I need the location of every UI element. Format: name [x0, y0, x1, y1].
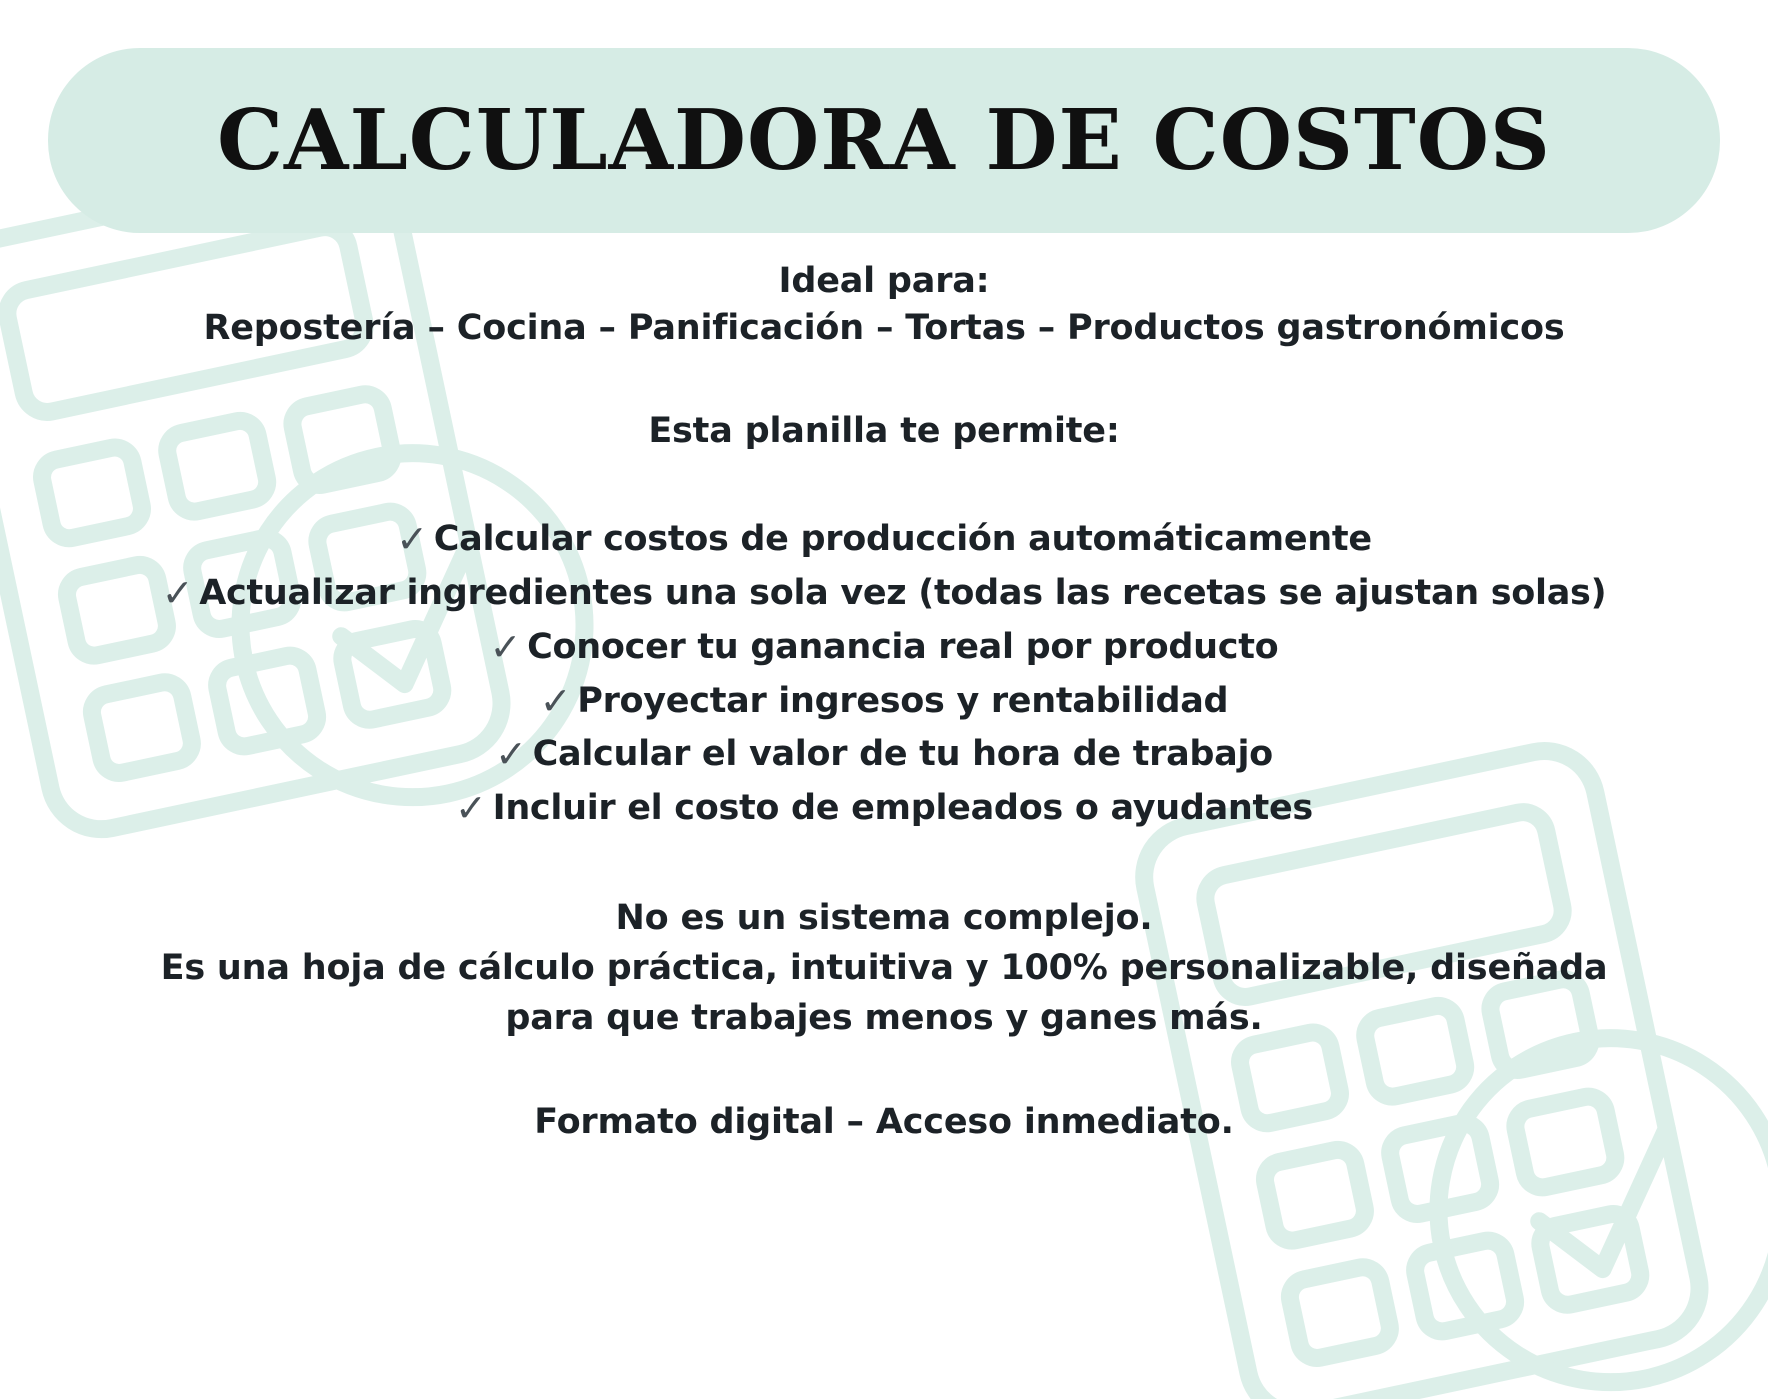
list-item-label: Incluir el costo de empleados o ayudantes	[492, 788, 1313, 829]
list-item-label: Conocer tu ganancia real por producto	[527, 626, 1279, 667]
check-icon: ✓	[495, 732, 527, 777]
check-icon: ✓	[455, 786, 487, 831]
header-banner	[48, 48, 1720, 233]
ideal-para-values: Repostería – Cocina – Panificación – Tortas – Productos gastronómicos	[203, 307, 1565, 348]
list-item	[0, 675, 1768, 729]
check-icon: ✓	[161, 570, 194, 615]
closing-line-1: No es un sistema complejo.	[615, 898, 1153, 939]
feature-list	[0, 513, 1768, 837]
list-item	[0, 621, 1768, 675]
spacer	[0, 836, 1768, 894]
list-item-label: Proyectar ingresos y rentabilidad	[577, 680, 1229, 721]
list-item-label: Calcular costos de producción automáticamente	[433, 518, 1372, 559]
format-note: Formato digital – Acceso inmediato.	[534, 1102, 1234, 1143]
closing-line-3: para que trabajes menos y ganes más.	[505, 997, 1263, 1038]
page-title: CALCULADORA DE COSTOS	[216, 91, 1551, 189]
permite-label: Esta planilla te permite:	[648, 410, 1120, 451]
ideal-para-label: Ideal para:	[778, 261, 990, 301]
closing-section	[0, 894, 1768, 1043]
spacer	[0, 352, 1768, 408]
check-icon: ✓	[396, 516, 428, 561]
list-item	[0, 513, 1768, 567]
list-item-label: Calcular el valor de tu hora de trabajo	[532, 734, 1273, 775]
check-icon: ✓	[489, 624, 522, 669]
list-item	[0, 567, 1768, 621]
list-item	[0, 782, 1768, 836]
list-item	[0, 728, 1768, 782]
intro-section	[0, 258, 1768, 352]
list-item-label: Actualizar ingredientes una sola vez (todas las recetas se ajustan solas)	[199, 572, 1607, 613]
check-icon: ✓	[539, 678, 572, 723]
closing-line-2: Es una hoja de cálculo práctica, intuitiva y 100% personalizable, diseñada	[160, 948, 1608, 989]
poster-content	[0, 258, 1768, 1146]
spacer	[0, 455, 1768, 513]
spacer	[0, 1043, 1768, 1099]
